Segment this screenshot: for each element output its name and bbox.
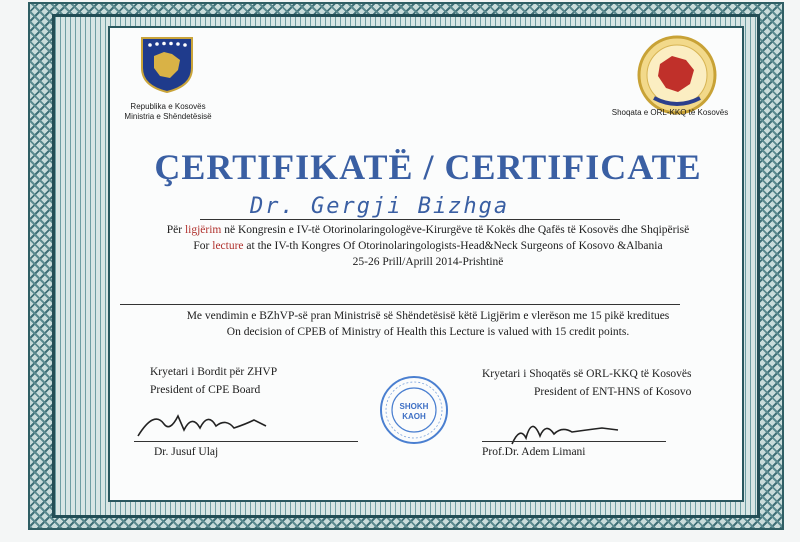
right-signature-line [482, 441, 666, 442]
divider-line [120, 304, 680, 305]
left-signatory-title-en: President of CPE Board [150, 384, 261, 396]
right-signature-icon [506, 408, 636, 448]
left-signature-icon [134, 404, 284, 442]
stamp-text: SHOKH KAOH [399, 402, 429, 421]
certificate-panel [108, 26, 744, 502]
left-signature-line [134, 441, 358, 442]
ent-association-logo-icon [636, 34, 718, 116]
dedication-line-en: For lecture at the IV-th Kongres Of Otorinolaringologists-Head&Neck Surgeons of Kosovo &Albania [193, 240, 663, 252]
dedication-line-sq: Për ligjërim në Kongresin e IV-të Otorinolaringologëve-Kirurgëve të Kokës dhe Qafës të Kosovës dhe Shqipërisë [166, 224, 690, 236]
event-date: 25-26 Prill/Aprill 2014-Prishtinë [352, 256, 504, 268]
right-signatory-title-sq: Kryetari i Shoqatës së ORL-KKQ të Kosovës [482, 368, 692, 380]
certificate-title: ÇERTIFIKATË / CERTIFICATE [154, 147, 702, 187]
decision-text-sq: Me vendimin e BZhVP-së pran Ministrisë së Shëndetësisë këtë Ligjërim e vlerëson me 15 pikë kreditues [186, 310, 670, 322]
decision-text-en: On decision of CPEB of Ministry of Health this Lecture is valued with 15 credit points. [226, 326, 630, 338]
left-org-line1: Republika e Kosovës [130, 102, 206, 111]
highlight-lecture: lecture [212, 240, 244, 252]
left-org-line2: Ministria e Shëndetësisë [124, 112, 212, 121]
left-signatory-name: Dr. Jusuf Ulaj [154, 446, 219, 458]
right-signatory-name: Prof.Dr. Adem Limani [482, 446, 586, 458]
right-signatory-title-en: President of ENT-HNS of Kosovo [534, 386, 692, 398]
kosovo-emblem-icon [138, 34, 196, 94]
name-underline [200, 219, 620, 220]
right-org-name: Shoqata e ORL-KKQ të Kosovës [611, 108, 729, 117]
recipient-name: Dr. Gergji Bizhga [250, 194, 510, 219]
left-signatory-title-sq: Kryetari i Bordit për ZHVP [150, 366, 278, 378]
highlight-ligjerim: ligjërim [184, 224, 222, 236]
